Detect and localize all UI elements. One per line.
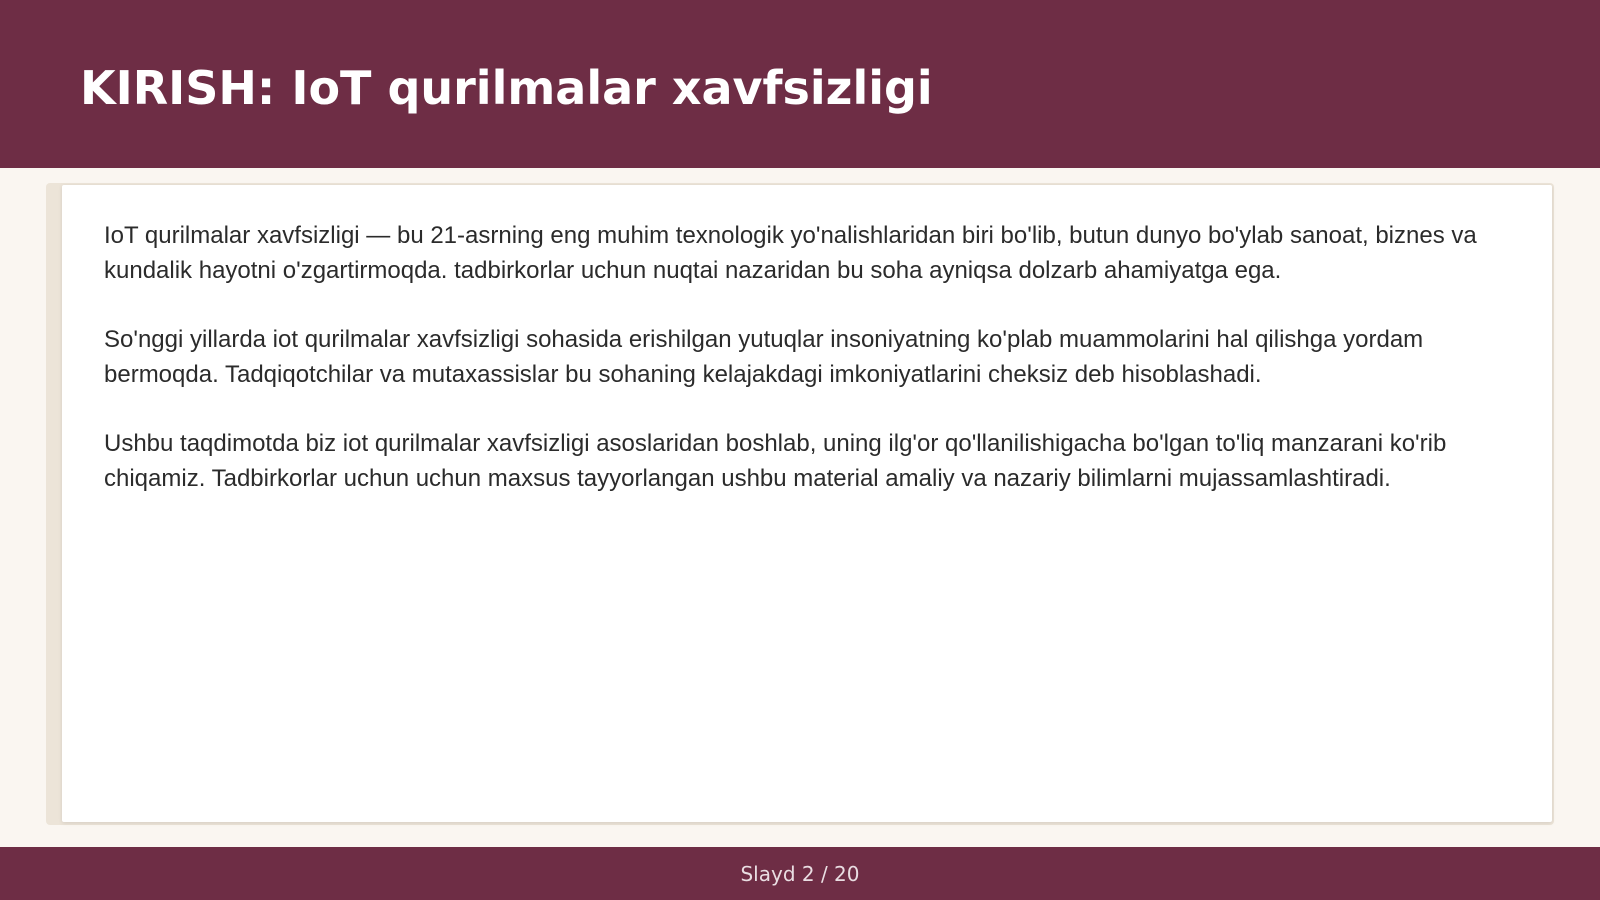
slide-body: [104, 218, 1524, 530]
slide-header: [0, 0, 1600, 168]
body-paragraph-3: Ushbu taqdimotda biz iot qurilmalar xavfsizligi asoslaridan boshlab, uning ilg'or qo'llanilishigacha bo'lgan to'liq manzarani ko'rib chiqamiz. Tadbirkorlar uchun uchun maxsus tayyorlangan ushbu material amaliy va nazariy bilimlarni mujassamlashtiradi.: [104, 430, 1447, 492]
slide-footer: [0, 847, 1600, 900]
slide-counter: Slayd 2 / 20: [740, 862, 860, 886]
slide-title: KIRISH: IoT qurilmalar xavfsizligi: [80, 61, 933, 115]
body-paragraph-1: IoT qurilmalar xavfsizligi — bu 21-asrning eng muhim texnologik yo'nalishlaridan biri bo'lib, butun dunyo bo'ylab sanoat, biznes va kundalik hayotni o'zgartirmoqda. tadbirkorlar uchun nuqtai nazaridan bu soha ayniqsa dolzarb ahamiyatga ega.: [104, 222, 1477, 284]
body-paragraph-2: So'nggi yillarda iot qurilmalar xavfsizligi sohasida erishilgan yutuqlar insoniyatning ko'plab muammolarini hal qilishga yordam bermoqda. Tadqiqotchilar va mutaxassislar bu sohaning kelajakdagi imkoniyatlarini cheksiz deb hisoblashadi.: [104, 326, 1424, 388]
